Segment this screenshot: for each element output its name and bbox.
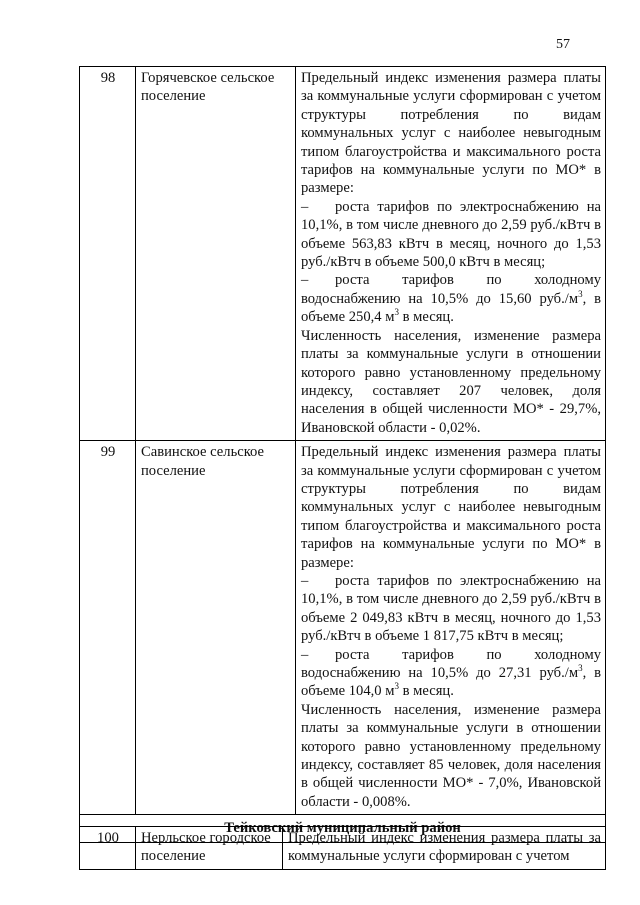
dash-marker: – <box>301 198 309 215</box>
page-number: 57 <box>556 37 570 52</box>
table-row <box>80 67 606 441</box>
municipality-name: Горячевское сельское поселение <box>136 67 296 441</box>
superscript: 3 <box>394 681 399 692</box>
water-item <box>301 646 601 701</box>
electricity-text: роста тарифов по электроснабжению на 10,1%, в том числе дневного до 2,59 руб./кВтч в объеме 2 049,83 кВтч в месяц, ночного до 1,53 руб./кВтч в объеме 1 817,75 кВтч в месяц; <box>301 572 601 645</box>
tariff-table-continued <box>79 826 606 870</box>
electricity-item <box>301 198 601 272</box>
row-description <box>296 67 606 441</box>
row-number: 99 <box>80 441 136 815</box>
tariff-table <box>79 66 606 843</box>
row-number: 98 <box>80 67 136 441</box>
water-text-end: в месяц. <box>398 683 454 700</box>
superscript: 3 <box>578 289 583 300</box>
dash-marker: – <box>301 272 309 289</box>
municipality-name: Нерльское городское поселение <box>136 827 283 870</box>
row-number: 100 <box>80 827 136 870</box>
intro-text: Предельный индекс изменения размера платы за коммунальные услуги сформирован с учетом структуры потребления по видам коммунальных услуг с наиболее невыгодным типом благоустройства и максимального роста тарифов на коммунальные услуги по МО* в размере: <box>301 444 601 571</box>
electricity-item <box>301 572 601 646</box>
population-text: Численность населения, изменение размера платы за коммунальные услуги в отношении которого равно установленному предельному индексу, составляет 85 человек, доля населения в общей численности МО* - 7,0%, Ивановской области - 0,008%. <box>301 701 601 810</box>
dash-marker: – <box>301 646 309 663</box>
table-row <box>80 827 606 870</box>
row-description <box>296 441 606 815</box>
electricity-text: роста тарифов по электроснабжению на 10,1%, в том числе дневного до 2,59 руб./кВтч в объеме 563,83 кВтч в месяц, ночного до 1,53 руб./кВтч в объеме 500,0 кВтч в месяц; <box>301 198 601 271</box>
water-text-volume: , в объеме 104,0 м <box>301 665 601 700</box>
section-title: Тейковский муниципальный район <box>80 815 606 842</box>
superscript: 3 <box>394 307 399 318</box>
superscript: 3 <box>578 663 583 674</box>
dash-marker: – <box>301 572 309 589</box>
intro-text: Предельный индекс изменения размера платы за коммунальные услуги сформирован с учетом структуры потребления по видам коммунальных услуг с наиболее невыгодным типом благоустройства и максимального роста тарифов на коммунальные услуги по МО* в размере: <box>301 70 601 197</box>
water-item <box>301 271 601 326</box>
water-text-volume: , в объеме 250,4 м <box>301 290 601 326</box>
water-text: роста тарифов по холодному водоснабжению на 10,5% до 27,31 руб./м <box>301 646 601 681</box>
population-text: Численность населения, изменение размера платы за коммунальные услуги в отношении которого равно установленному предельному индексу, составляет 207 человек, доля населения в общей численности МО* - 29,7%, Ивановской области - 0,02%. <box>301 327 601 436</box>
municipality-name: Савинское сельское поселение <box>136 441 296 815</box>
water-text: роста тарифов по холодному водоснабжению на 10,5% до 15,60 руб./м <box>301 272 601 307</box>
table-row <box>80 441 606 815</box>
intro-text: Предельный индекс изменения размера платы за коммунальные услуги сформирован с учетом <box>283 827 606 870</box>
water-text-end: в месяц. <box>398 309 454 326</box>
